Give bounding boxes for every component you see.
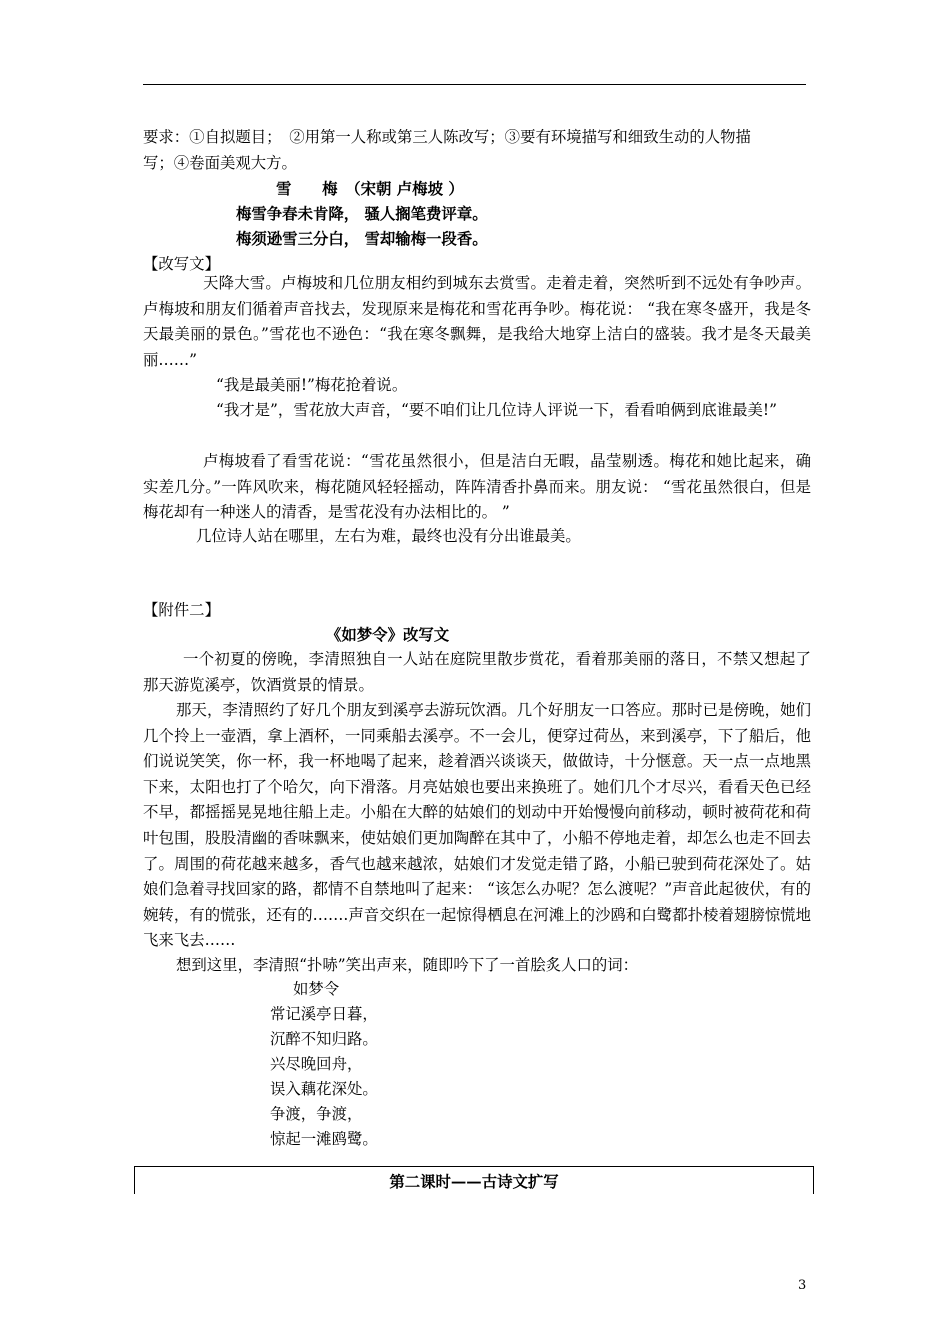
appendix-paragraph-3: 想到这里，李清照“扑哧”笑出声来，随即吟下了一首脍炙人口的词： <box>176 956 639 974</box>
appendix-label: 【附件二】 <box>143 601 220 619</box>
appendix-paragraph-1: 一个初夏的傍晚，李清照独自一人站在庭院里散步赏花，看着那美丽的落日，不禁又想起了那天游览溪亭，饮酒赏景的情景。 <box>143 650 811 694</box>
page-number: 3 <box>798 1278 807 1293</box>
ci-line-1: 常记溪亭日暮， <box>270 1005 378 1023</box>
ci-title: 如梦令 <box>293 980 340 998</box>
ci-line-5: 争渡，争渡， <box>270 1105 363 1123</box>
ci-line-2: 沉醉不知归路。 <box>270 1030 378 1048</box>
rewrite-paragraph-4: 卢梅坡看了看雪花说：“雪花虽然很小，但是洁白无暇，晶莹剔透。梅花和她比起来，确实差几分。”一阵风吹来，梅花随风轻轻摇动，阵阵清香扑鼻而来。朋友说： “雪花虽然很白，但是梅花却有一种迷人的清香，是雪花没有办法相比的。 ” <box>143 452 811 522</box>
appendix-title: 《如梦令》改写文 <box>326 626 450 644</box>
rewrite-label: 【改写文】 <box>143 255 220 273</box>
ci-line-4: 误入藕花深处。 <box>270 1080 378 1098</box>
section-heading-box <box>134 1166 814 1194</box>
appendix-paragraph-2: 那天，李清照约了好几个朋友到溪亭去游玩饮酒。几个好朋友一口答应。那时已是傍晚，她们几个拎上一壶酒，拿上酒杯，一同乘船去溪亭。不一会儿，便穿过荷丛，来到溪亭，下了船后，他们说说笑笑，你一杯，我一杯地喝了起来，趁着酒兴谈谈天，做做诗，十分惬意。天一点一点地黑下来，太阳也打了个哈欠，向下滑落。月亮姑娘也要出来换班了。她们几个才尽兴，看看天色已经不早，都摇摇晃晃地往船上走。小船在大醉的姑娘们的划动中开始慢慢向前移动，顿时被荷花和荷叶包围，股股清幽的香味飘来，使姑娘们更加陶醉在其中了，小船不停地走着，却怎么也走不回去了。周围的荷花越来越多，香气也越来越浓，姑娘们才发觉走错了路，小船已驶到荷花深处了。姑娘们急着寻找回家的路，都情不自禁地叫了起来： “该怎么办呢？怎么渡呢？”声音此起彼伏，有的婉转，有的慌张，还有的…….声音交织在一起惊得栖息在河滩上的沙鸥和白鹭都扑棱着翅膀惊慌地飞来飞去…… <box>143 701 811 950</box>
rewrite-paragraph-2: “我是最美丽!”梅花抢着说。 <box>216 376 408 394</box>
poem-line-1: 梅雪争春未肯降， 骚人搁笔费评章。 <box>236 205 488 223</box>
rewrite-paragraph-3: “我才是”，雪花放大声音，“要不咱们让几位诗人评说一下，看看咱俩到底谁最美!” <box>216 401 777 419</box>
ci-line-3: 兴尽晚回舟， <box>270 1055 363 1073</box>
section-heading: 第二课时——古诗文扩写 <box>389 1173 559 1191</box>
poem-title: 雪 梅 （宋朝 卢梅坡 ） <box>276 180 464 198</box>
requirement-line-1: 要求：①自拟题目； ②用第一人称或第三人陈改写；③要有环境描写和细致生动的人物描 <box>143 128 751 146</box>
header-rule <box>143 84 806 85</box>
poem-line-2: 梅须逊雪三分白， 雪却输梅一段香。 <box>236 230 488 248</box>
rewrite-paragraph-1: 天降大雪。卢梅坡和几位朋友相约到城东去赏雪。走着走着，突然听到不远处有争吵声。卢梅坡和朋友们循着声音找去，发现原来是梅花和雪花再争吵。梅花说： “我在寒冬盛开，我是冬天最美丽的景色。”雪花也不逊色：“我在寒冬飘舞，是我给大地穿上洁白的盛装。我才是冬天最美丽……” <box>143 274 811 369</box>
requirement-line-2: 写；④卷面美观大方。 <box>143 154 297 172</box>
rewrite-paragraph-5: 几位诗人站在哪里，左右为难，最终也没有分出谁最美。 <box>196 527 581 545</box>
ci-line-6: 惊起一滩鸥鹭。 <box>270 1130 378 1148</box>
